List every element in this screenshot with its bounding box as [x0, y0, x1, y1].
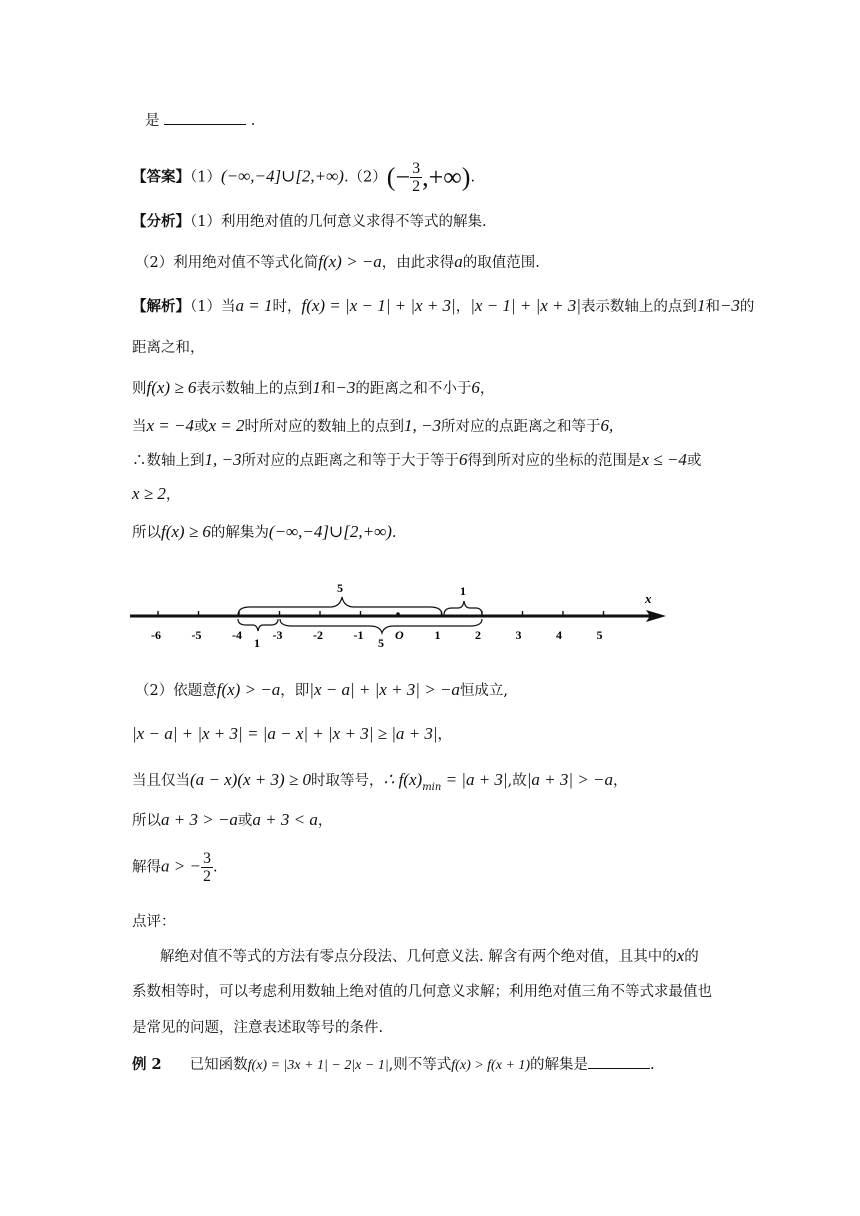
math: a > − [161, 856, 201, 876]
text: 得到所对应的坐标的范围是 [467, 453, 642, 469]
math: x [676, 946, 685, 965]
text: . [212, 859, 218, 876]
analysis-line-2 [135, 252, 540, 273]
math: |x − 1| + |x + 3| [470, 296, 581, 315]
text: 所对应的点距离之和等于 [441, 419, 601, 435]
text: 所以 [132, 525, 161, 541]
denominator: 2 [412, 178, 421, 195]
text: ， [455, 299, 471, 315]
text: 所以 [132, 813, 161, 829]
math: 1 [696, 296, 706, 315]
text: （1）利用绝对值的几何意义求得不等式的解集. [190, 214, 487, 230]
answer-blank [164, 110, 246, 125]
example-2 [132, 1054, 655, 1076]
text: . [391, 525, 397, 541]
fraction [201, 850, 213, 885]
math: |a + 3| > −a [526, 770, 613, 789]
math: 6, [600, 416, 614, 435]
solution-label: 【解析】 [132, 298, 190, 315]
origin-dot [396, 612, 400, 616]
solution-line-7 [132, 522, 396, 543]
tick-label: -2 [313, 628, 323, 642]
brace-bottom-long [280, 619, 482, 633]
math: a + 3 > −a [161, 810, 238, 829]
math: |x − a| + |x + 3| = |a − x| + |x + 3| ≥ |a + 3| [132, 724, 438, 743]
math: 1 [312, 378, 321, 397]
text: ,故 [507, 773, 527, 789]
solution-line-1 [132, 296, 754, 317]
text: 当且仅当 [132, 773, 190, 789]
math: (a − x)(x + 3) ≥ 0 [190, 770, 312, 789]
text: . [470, 169, 476, 186]
math: x ≥ 2 [132, 484, 166, 503]
text: 或 [194, 419, 209, 435]
tick-label: -6 [151, 628, 161, 642]
text: 距离之和， [132, 340, 205, 356]
math: f(x) ≥ 6 [161, 522, 211, 541]
text: . [250, 113, 256, 129]
text: 解绝对值不等式的方法有零点分段法、几何意义法. 解含有两个绝对值，且其中的 [160, 949, 677, 965]
text: （2）利用绝对值不等式化简 [135, 255, 319, 271]
tick-label: -5 [191, 628, 202, 642]
text: 则 [132, 381, 147, 397]
text: ， [317, 813, 333, 829]
text: 已知函数 [189, 1057, 248, 1073]
text: ，由此求得 [381, 255, 455, 271]
math: f(x) > −a [216, 680, 281, 699]
brace-top-long-label: 5 [337, 581, 343, 595]
solution-line-3 [132, 378, 494, 399]
math: x ≤ −4 [641, 450, 687, 469]
text: 表示数轴上的点到 [196, 381, 313, 397]
math: −3 [335, 378, 356, 397]
text: ， [165, 487, 181, 503]
tick-label: 2 [475, 628, 481, 642]
numerator: 3 [202, 850, 211, 867]
math: 1, −3 [204, 450, 242, 469]
math: f(x) = |3x + 1| − 2|x − 1| [247, 1058, 389, 1073]
math: ∴ f(x) [383, 770, 423, 789]
text: 系数相等时，可以考虑利用数轴上绝对值的几何意义求解；利用绝对值三角不等式求最值也 [132, 984, 712, 1000]
math: f(x) = |x − 1| + |x + 3| [301, 296, 456, 315]
math: |x − a| + |x + 3| > −a [309, 680, 460, 699]
text: ，即 [280, 683, 310, 699]
brace-bottom-short-label: 1 [254, 636, 260, 650]
text: 或 [237, 813, 253, 829]
math: ,+∞) [422, 162, 471, 192]
part2-line-5 [132, 850, 218, 885]
solution-line-2 [132, 338, 205, 358]
text: ， [437, 727, 453, 743]
text: 是常见的问题，注意表述取等号的条件. [132, 1020, 384, 1036]
text: （1）当 [190, 299, 236, 315]
comment-line-2 [132, 982, 712, 1002]
text: ∴数轴上到 [132, 453, 205, 469]
text: ， [612, 773, 628, 789]
text: 时取等号， [311, 773, 384, 789]
comment-label [132, 912, 176, 932]
brace-bottom-long-label: 5 [378, 636, 384, 650]
example-label: 例 2 [132, 1056, 162, 1073]
answer-line [132, 160, 475, 195]
math: f(x) > f(x + 1) [451, 1058, 531, 1073]
math: = |a + 3| [441, 770, 508, 789]
text: 解得 [132, 859, 161, 876]
brace-top-short-label: 1 [460, 584, 466, 598]
tick-label: O [395, 628, 404, 642]
text: . [650, 1057, 655, 1073]
tick-label: -4 [232, 628, 242, 642]
subscript: min [422, 782, 442, 793]
math: f(x) > −a [318, 252, 382, 271]
fraction [410, 160, 422, 195]
text: 的取值范围. [462, 255, 540, 271]
math: a + 3 < a [252, 810, 318, 829]
text: .（2） [343, 169, 387, 186]
text: 的距离之和不小于 [355, 381, 472, 397]
text: 点评： [132, 914, 176, 930]
math: (−∞,−4]∪[2,+∞) [268, 522, 392, 541]
math: 6 [458, 450, 468, 469]
numerator: 3 [412, 160, 421, 177]
brace-top-long [238, 597, 442, 615]
number-line-figure [120, 575, 680, 655]
text: 和 [705, 299, 720, 315]
text: 当 [132, 419, 147, 435]
tick-label: 1 [434, 628, 441, 642]
text: 的解集是 [530, 1057, 589, 1073]
tick-label: 3 [515, 628, 522, 642]
math: 1, −3 [404, 416, 442, 435]
text: 的 [739, 299, 755, 315]
math: f(x) ≥ 6 [146, 378, 197, 397]
text: 的解集为 [210, 525, 269, 541]
math: −3 [719, 296, 740, 315]
part2-line-3 [132, 770, 627, 798]
math: 6 [471, 378, 480, 397]
math: x = −4 [146, 416, 194, 435]
tick-label: -1 [353, 628, 364, 642]
part2-line-2 [132, 724, 452, 745]
text: 时， [272, 299, 302, 315]
comment-line-1 [160, 946, 699, 967]
text: 的 [684, 949, 699, 965]
solution-line-5 [132, 450, 701, 471]
text: 时所对应的数轴上的点到 [244, 419, 405, 435]
math: x = 2 [208, 416, 245, 435]
brace-top-short [444, 601, 482, 615]
text: （1） [190, 169, 221, 186]
text: （2）依题意 [135, 683, 217, 699]
comment-line-3 [132, 1018, 383, 1038]
question-tail [145, 110, 255, 131]
tick-label: 4 [556, 628, 562, 642]
math: (− [386, 162, 411, 192]
text: 所对应的点距离之和等于大于等于 [241, 453, 459, 469]
solution-line-4 [132, 416, 613, 437]
text: ,则不等式 [388, 1057, 452, 1073]
text: 恒成立, [459, 683, 509, 699]
answer-label: 【答案】 [132, 168, 190, 186]
tick-label: 5 [596, 628, 603, 642]
part2-line-4 [132, 810, 332, 831]
text: 和 [320, 381, 336, 397]
tick-label: -3 [272, 628, 283, 642]
denominator: 2 [202, 868, 211, 885]
math: a [454, 252, 463, 271]
text: 表示数轴上的点到 [580, 299, 697, 315]
analysis-line-1 [132, 212, 487, 232]
solution-line-6 [132, 484, 180, 505]
math: a = 1 [235, 296, 273, 315]
text: 或 [686, 453, 702, 469]
analysis-label: 【分析】 [132, 213, 190, 230]
part2-line-1 [135, 680, 508, 701]
math: (−∞,−4]∪[2,+∞) [220, 166, 344, 186]
text: ， [479, 381, 495, 397]
text: 是 [145, 113, 160, 129]
axis-x-label: x [645, 591, 652, 606]
answer-blank [588, 1054, 650, 1069]
